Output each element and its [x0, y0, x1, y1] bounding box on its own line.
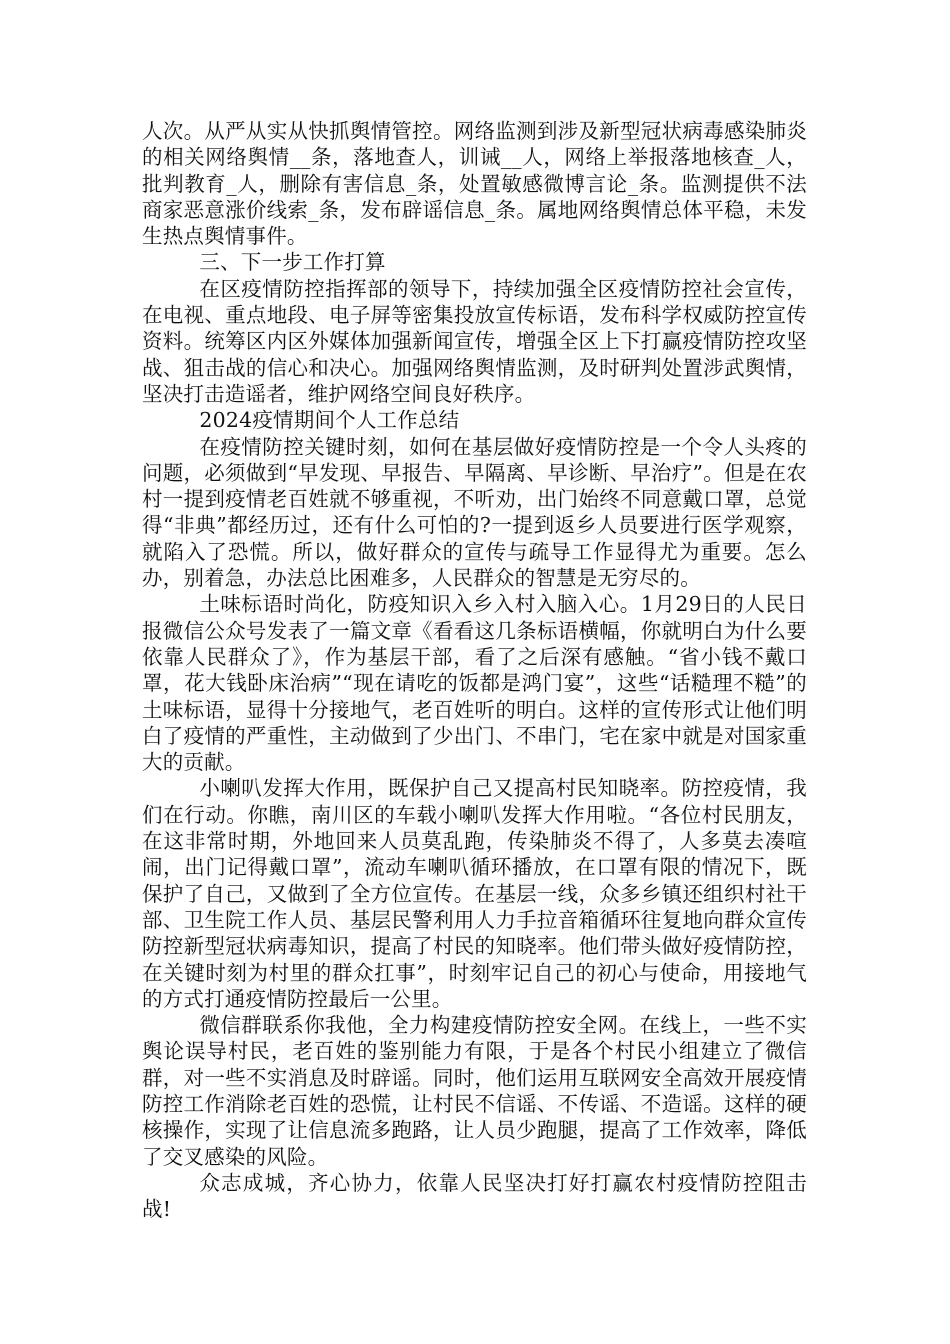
paragraph-grassroots-challenge: 在疫情防控关键时刻，如何在基层做好疫情防控是一个令人头疼的问题，必须做到“早发现、早报告、早隔离、早诊断、早治疗”。但是在农村一提到疫情老百姓就不够重视，不听劝，出门始终不同意戴口罩，总觉得“非典”都经历过，还有什么可怕的?一提到返乡人员要进行医学观察，就陷入了恐慌。所以，做好群众的宣传与疏导工作显得尤为重要。怎么办，别着急，办法总比困难多，人民群众的智慧是无穷尽的。 [142, 434, 807, 591]
document-title-personal-summary: 2024疫情期间个人工作总结 [199, 408, 460, 433]
paragraph-loudspeakers: 小喇叭发挥大作用，既保护自己又提高村民知晓率。防控疫情，我们在行动。你瞧，南川区的车载小喇叭发挥大作用啦。“各位村民朋友，在这非常时期，外地回来人员莫乱跑，传染肺炎不得了，人多莫去凑喧闹，出门记得戴口罩”，流动车喇叭循环播放，在口罩有限的情况下，既保护了自己，又做到了全方位宣传。在基层一线，众多乡镇还组织村社干部、卫生院工作人员、基层民警利用人力手拉音箱循环往复地向群众宣传防控新型冠状病毒知识，提高了村民的知晓率。他们带头做好疫情防控，在关键时刻为村里的群众扛事”，时刻牢记自己的初心与使命，用接地气的方式打通疫情防控最后一公里。 [142, 776, 807, 1011]
section-heading-next-steps: 三、下一步工作打算 [199, 250, 386, 275]
paragraph-closing: 众志成城，齐心协力，依靠人民坚决打好打赢农村疫情防控阻击战! [142, 1170, 807, 1222]
paragraph-opinion-control: 人次。从严从实从快抓舆情管控。网络监测到涉及新型冠状病毒感染肺炎的相关网络舆情__条，落地查人，训诫__人，网络上举报落地核查_人，批判教育_人，删除有害信息_条，处置敏感微博言论_条。监测提供不法商家恶意涨价线索_条，发布辟谣信息_条。属地网络舆情总体平稳，未发生热点舆情事件。 [142, 119, 807, 249]
paragraph-next-steps: 在区疫情防控指挥部的领导下，持续加强全区疫情防控社会宣传，在电视、重点地段、电子屏等密集投放宣传标语，发布科学权威防控宣传资料。统筹区内区外媒体加强新闻宣传，增强全区上下打赢疫情防控攻坚战、狙击战的信心和决心。加强网络舆情监测，及时研判处置涉武舆情，坚决打击造谣者，维护网络空间良好秩序。 [142, 276, 807, 406]
document-page [142, 118, 807, 1222]
paragraph-slogans: 土味标语时尚化，防疫知识入乡入村入脑入心。1月29日的人民日报微信公众号发表了一篇文章《看看这几条标语横幅，你就明白为什么要依靠人民群众了》，作为基层干部，看了之后深有感触。“省小钱不戴口罩，花大钱卧床治病”“现在请吃的饭都是鸿门宴”，这些“话糙理不糙”的土味标语，显得十分接地气，老百姓听的明白。这样的宣传形式让他们明白了疫情的严重性，主动做到了少出门、不串门，宅在家中就是对国家重大的贡献。 [142, 592, 807, 775]
paragraph-wechat-groups: 微信群联系你我他，全力构建疫情防控安全网。在线上，一些不实舆论误导村民，老百姓的鉴别能力有限，于是各个村民小组建立了微信群，对一些不实消息及时辟谣。同时，他们运用互联网安全高效开展疫情防控工作消除老百姓的恐慌，让村民不信谣、不传谣、不造谣。这样的硬核操作，实现了让信息流多跑路，让人员少跑腿，提高了工作效率，降低了交叉感染的风险。 [142, 1013, 807, 1169]
